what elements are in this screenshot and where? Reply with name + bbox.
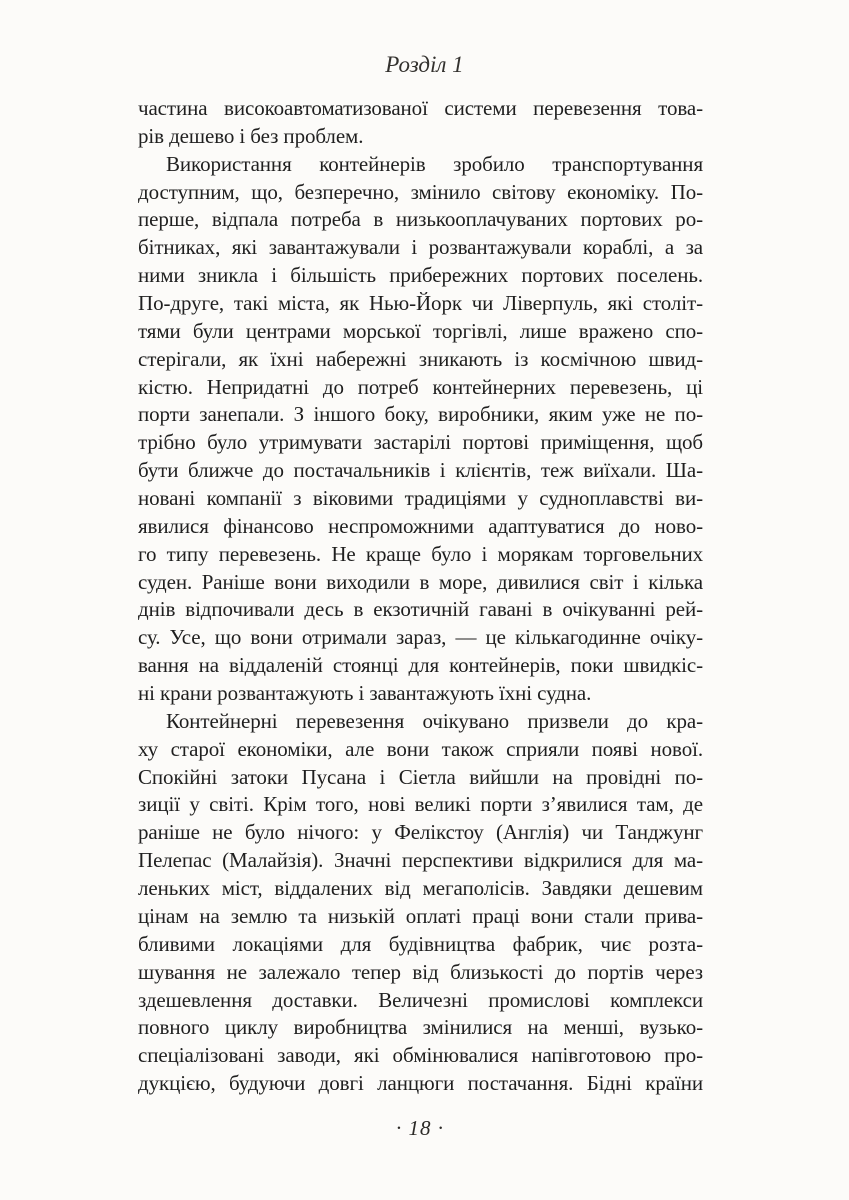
text-line: ні крани розвантажують і завантажують їхні судна. <box>138 681 592 706</box>
text-line: дукцією, будуючи довгі ланцюги постачання. Бідні країни <box>138 1071 703 1096</box>
text-line: су. Усе, що вони отримали зараз, — це кількагодинне очіку- <box>138 625 703 650</box>
text-line: леньких міст, віддалених від мегаполісів. Завдяки дешевим <box>138 876 703 901</box>
paragraph <box>138 708 703 1098</box>
text-line: тями були центрами морської торгівлі, лише вражено спо- <box>138 318 703 343</box>
paragraph <box>138 151 703 708</box>
text-line: спеціалізовані заводи, які обмінювалися напівготовою про- <box>138 1043 703 1068</box>
text-line: перше, відпала потреба в низькооплачуваних портових ро- <box>138 207 703 232</box>
text-line: го типу перевезень. Не краще було і морякам торговельних <box>138 541 703 566</box>
text-line: здешевлення доставки. Величезні промислові комплекси <box>138 987 703 1012</box>
text-line: частина високоавтоматизованої системи перевезення това- <box>138 96 703 120</box>
paragraph <box>138 95 703 151</box>
text-line: явилися фінансово неспроможними адаптуватися до ново- <box>138 513 703 538</box>
chapter-running-head: Розділ 1 <box>385 52 464 77</box>
text-line: повного циклу виробництва змінилися на менші, вузько- <box>138 1015 703 1040</box>
text-line: вання на віддаленій стоянці для контейнерів, поки швидкіс- <box>138 653 703 678</box>
text-line: шування не залежало тепер від близькості до портів через <box>138 959 703 984</box>
text-line: ху старої економіки, але вони також сприяли появі нової. <box>138 736 703 761</box>
text-line: раніше не було нічого: у Фелікстоу (Англія) чи Танджунг <box>138 820 703 845</box>
text-line: Спокійні затоки Пусана і Сіетла вийшли на провідні по- <box>138 764 703 789</box>
text-line: рів дешево і без проблем. <box>138 123 364 148</box>
page-body <box>138 95 703 1098</box>
text-line: Контейнерні перевезення очікувано призвели до кра- <box>166 708 703 733</box>
text-line: стерігали, як їхні набережні зникають із космічною швид- <box>138 346 703 371</box>
text-line: Використання контейнерів зробило транспортування <box>166 151 703 176</box>
text-line: бітниках, які завантажували і розвантажували кораблі, а за <box>138 235 703 260</box>
page-number: · 18 · <box>396 1116 444 1140</box>
text-line: трібно було утримувати застарілі портові приміщення, щоб <box>138 430 703 455</box>
text-line: зиції у світі. Крім того, нові великі порти з’явилися там, де <box>138 792 703 817</box>
text-line: ними зникла і більшість прибережних портових поселень. <box>138 263 703 288</box>
text-line: доступним, що, безперечно, змінило світову економіку. По- <box>138 179 703 204</box>
text-line: днів відпочивали десь в екзотичній гавані в очікуванні рей- <box>138 597 703 622</box>
text-line: цінам на землю та низькій оплаті праці вони стали прива- <box>138 903 703 928</box>
text-line: бливими локаціями для будівництва фабрик, чиє розта- <box>138 931 703 956</box>
text-line: бути ближче до постачальників і клієнтів, теж виїхали. Ша- <box>138 458 703 483</box>
text-line: По-друге, такі міста, як Нью-Йорк чи Ліверпуль, які століт- <box>138 291 703 316</box>
text-line: суден. Раніше вони виходили в море, дивилися світ і кілька <box>138 569 703 594</box>
text-line: Пелепас (Малайзія). Значні перспективи відкрилися для ма- <box>138 848 703 873</box>
text-line: новані компанії з віковими традиціями у судноплавстві ви- <box>138 486 703 511</box>
text-line: порти занепали. З іншого боку, виробники, яким уже не по- <box>138 402 703 427</box>
text-line: кістю. Непридатні до потреб контейнерних перевезень, ці <box>138 374 703 399</box>
